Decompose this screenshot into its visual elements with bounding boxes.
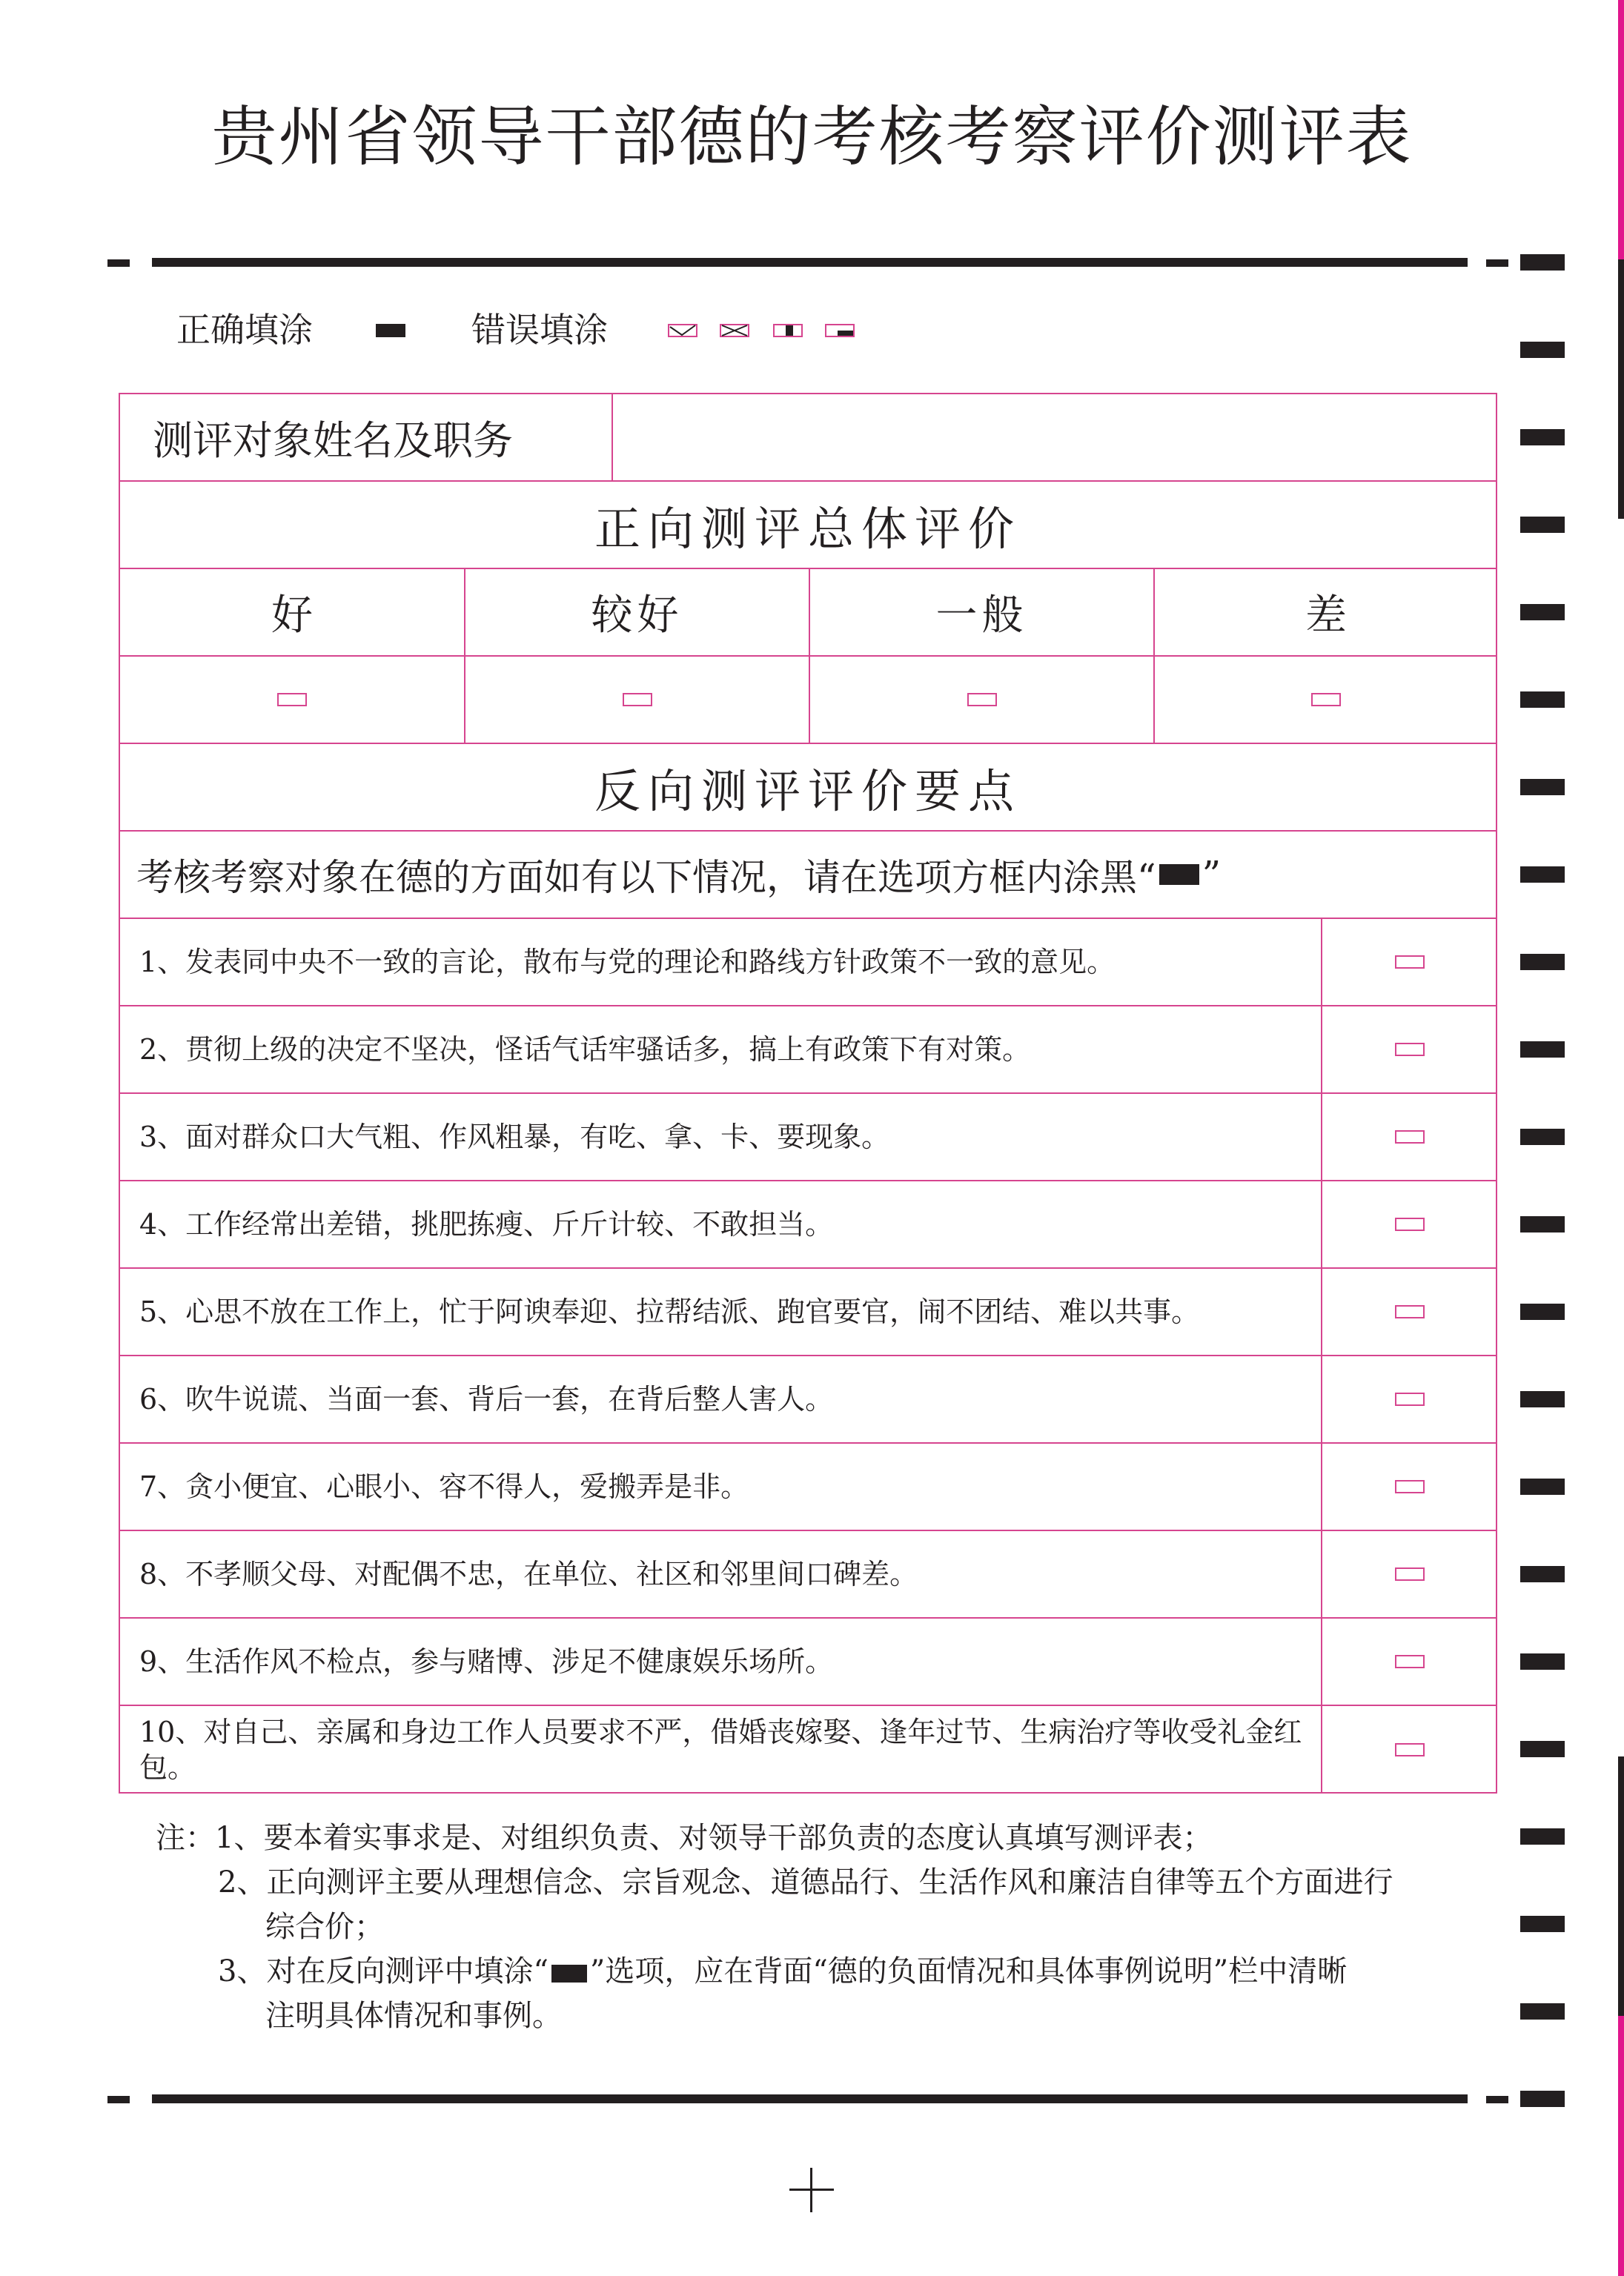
list-item — [120, 1356, 1496, 1444]
rating-label-fairly-good: 较好 — [464, 569, 809, 655]
negative-heading: 反向测评评价要点 — [594, 763, 1021, 818]
timing-mark — [1520, 691, 1565, 708]
timing-mark — [1520, 779, 1565, 795]
timing-marks — [1520, 0, 1565, 2276]
item-text: 4、工作经常出差错，挑肥拣瘦、斤斤计较、不敢担当。 — [139, 1208, 834, 1241]
wrong-fill-label: 错误填涂 — [471, 310, 608, 350]
list-item — [120, 1269, 1496, 1356]
checkbox[interactable] — [1395, 1743, 1425, 1756]
list-item — [120, 1181, 1496, 1269]
instruction-after: ” — [1202, 853, 1222, 896]
note-3 — [156, 1949, 1475, 1994]
note-3-before: 3、对在反向测评中填涂“ — [218, 1954, 548, 1988]
rating-boxes-row — [120, 657, 1496, 744]
rating-option-average — [809, 657, 1153, 743]
item-text: 2、贯彻上级的决定不坚决，怪话气话牢骚话多，搞上有政策下有对策。 — [139, 1033, 1031, 1066]
item-text: 6、吹牛说谎、当面一套、背后一套，在背后整人害人。 — [139, 1383, 834, 1416]
checkbox[interactable] — [1395, 955, 1425, 969]
list-item — [120, 919, 1496, 1006]
checkbox[interactable] — [1395, 1567, 1425, 1581]
subject-row — [120, 394, 1496, 482]
bottom-rule — [152, 2094, 1468, 2103]
checkbox[interactable] — [623, 693, 652, 706]
note-1: 注：1、要本着实事求是、对组织负责、对领导干部负责的态度认真填写测评表； — [156, 1821, 1213, 1855]
list-item — [120, 1531, 1496, 1619]
wrong-fill-half-horizontal-icon — [826, 325, 854, 336]
item-option — [1321, 919, 1497, 1005]
rating-label-good: 好 — [271, 591, 313, 640]
checkbox[interactable] — [1395, 1393, 1425, 1406]
page-title: 贵州省领导干部德的考核考察评价测评表 — [211, 99, 1413, 175]
timing-mark — [1520, 604, 1565, 620]
positive-heading-row — [120, 482, 1496, 569]
timing-mark — [1520, 1741, 1565, 1757]
top-rule-left-dash — [107, 259, 130, 267]
list-item — [120, 1444, 1496, 1531]
item-text: 9、生活作风不检点，参与赌博、涉足不健康娱乐场所。 — [139, 1645, 834, 1678]
list-item — [120, 1706, 1496, 1794]
timing-mark — [1520, 1391, 1565, 1407]
checkbox[interactable] — [1395, 1043, 1425, 1056]
timing-mark — [1520, 2091, 1565, 2107]
wrong-fill-examples — [667, 322, 860, 341]
timing-mark — [1520, 517, 1565, 533]
timing-mark — [1520, 954, 1565, 970]
subject-input-field[interactable] — [612, 394, 1497, 480]
note-3-after: ”选项，应在背面“德的负面情况和具体事例说明”栏中清晰 — [589, 1954, 1348, 1988]
wrong-fill-check-stroke — [670, 325, 695, 335]
checkbox[interactable] — [1395, 1218, 1425, 1231]
item-option — [1321, 1006, 1497, 1092]
item-text: 1、发表同中央不一致的言论，散布与党的理论和路线方针政策不一致的意见。 — [139, 946, 1116, 978]
checkbox[interactable] — [1311, 693, 1341, 706]
item-option — [1321, 1444, 1497, 1530]
item-option — [1321, 1531, 1497, 1617]
timing-mark — [1520, 1304, 1565, 1320]
item-text: 8、不孝顺父母、对配偶不忠，在单位、社区和邻里间口碑差。 — [139, 1558, 918, 1590]
correct-fill-label: 正确填涂 — [176, 310, 313, 350]
instruction-row — [120, 832, 1496, 919]
negative-heading-row — [120, 744, 1496, 832]
checkbox[interactable] — [1395, 1480, 1425, 1493]
wrong-fill-half-vertical-icon — [774, 325, 802, 336]
evaluation-table — [119, 393, 1497, 1794]
timing-mark — [1520, 1653, 1565, 1670]
correct-fill-mark — [376, 324, 405, 337]
checkbox[interactable] — [967, 693, 997, 706]
rating-option-fairly-good — [464, 657, 809, 743]
filled-block-icon — [551, 1965, 587, 1983]
note-3-continued: 注明具体情况和事例。 — [265, 1999, 562, 2033]
wrong-fill-cross-icon — [720, 325, 749, 336]
timing-mark — [1520, 254, 1565, 271]
item-option — [1321, 1706, 1497, 1794]
item-text: 10、对自己、亲属和身边工作人员要求不严，借婚丧嫁娶、逢年过节、生病治疗等收受礼金红包。 — [139, 1716, 1302, 1784]
item-option — [1321, 1094, 1497, 1180]
checkbox[interactable] — [1395, 1305, 1425, 1318]
timing-mark — [1520, 1566, 1565, 1582]
notes-section — [156, 1816, 1475, 2038]
rating-label-average: 一般 — [809, 569, 1153, 655]
registration-crosshair-icon — [789, 2168, 834, 2212]
rating-option-poor — [1153, 657, 1497, 743]
checkbox[interactable] — [277, 693, 307, 706]
positive-heading: 正向测评总体评价 — [594, 501, 1021, 556]
note-2: 2、正向测评主要从理想信念、宗旨观念、道德品行、生活作风和廉洁自律等五个方面进行 — [218, 1865, 1393, 1900]
checkbox[interactable] — [1395, 1130, 1425, 1144]
top-rule-right-dash — [1486, 259, 1508, 267]
timing-mark — [1520, 1828, 1565, 1845]
rating-labels-row — [120, 569, 1496, 657]
top-rule — [152, 258, 1468, 267]
timing-mark — [1520, 1129, 1565, 1145]
bottom-rule-right-dash — [1486, 2096, 1508, 2103]
item-option — [1321, 1619, 1497, 1705]
item-option — [1321, 1181, 1497, 1267]
item-option — [1321, 1269, 1497, 1355]
list-item — [120, 1619, 1496, 1706]
timing-mark — [1520, 1479, 1565, 1495]
edge-strip-magenta-bottom — [1618, 2016, 1624, 2276]
timing-mark — [1520, 429, 1565, 445]
timing-mark — [1520, 1041, 1565, 1058]
list-item — [120, 1006, 1496, 1094]
note-2-continued: 综合价； — [265, 1910, 384, 1944]
item-text: 3、面对群众口大气粗、作风粗暴，有吃、拿、卡、要现象。 — [139, 1121, 890, 1153]
item-text: 7、贪小便宜、心眼小、容不得人，爱搬弄是非。 — [139, 1470, 749, 1503]
edge-strip-magenta-top — [1618, 0, 1624, 259]
edge-strip-black-top — [1618, 259, 1624, 519]
timing-mark — [1520, 866, 1565, 883]
checkbox[interactable] — [1395, 1655, 1425, 1668]
timing-mark — [1520, 1216, 1565, 1232]
bottom-rule-left-dash — [107, 2096, 130, 2103]
edge-strip-black-bottom — [1618, 1756, 1624, 2016]
rating-label-poor: 差 — [1153, 569, 1497, 655]
instruction-before: 考核考察对象在德的方面如有以下情况，请在选项方框内涂黑“ — [136, 856, 1156, 899]
item-option — [1321, 1356, 1497, 1442]
timing-mark — [1520, 342, 1565, 358]
timing-mark — [1520, 1916, 1565, 1932]
list-item — [120, 1094, 1496, 1181]
filled-block-icon — [1159, 864, 1199, 885]
instruction-text — [136, 832, 1493, 918]
item-text: 5、心思不放在工作上，忙于阿谀奉迎、拉帮结派、跑官要官，闹不团结、难以共事。 — [139, 1295, 1200, 1328]
timing-mark — [1520, 2003, 1565, 2020]
subject-label: 测评对象姓名及职务 — [153, 417, 513, 464]
rating-option-good — [120, 657, 464, 743]
